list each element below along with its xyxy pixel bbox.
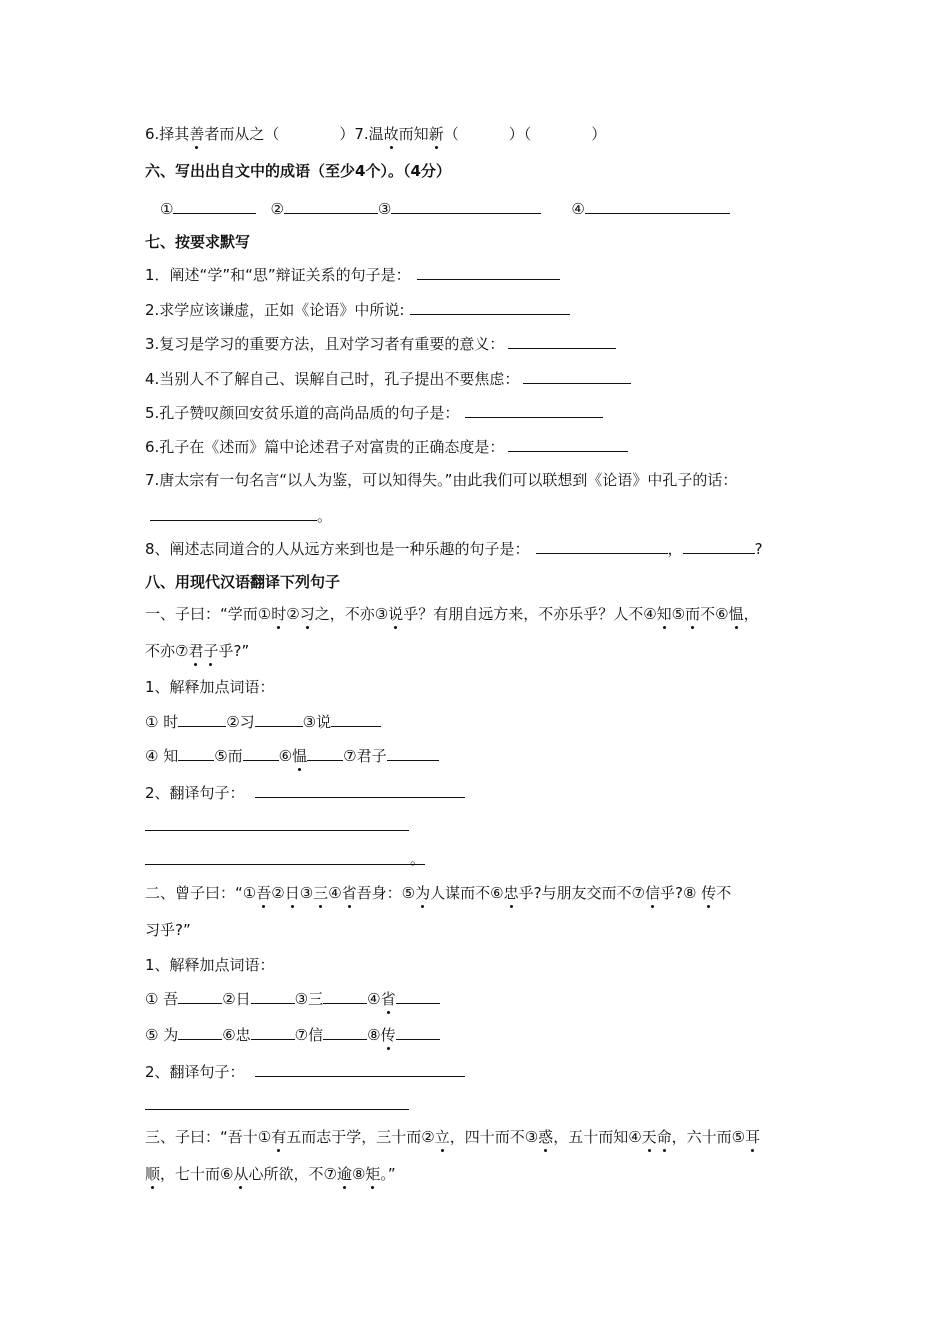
p2-text: ②: [271, 884, 285, 902]
passage-3-line-1: [145, 1127, 760, 1147]
dotted-word: 有: [271, 1128, 287, 1146]
p1-explain-row-1: [145, 711, 381, 732]
translate-label: 2、翻译句子：: [145, 1063, 245, 1081]
term-blank[interactable]: [387, 745, 439, 761]
dotted-word: 省: [380, 990, 396, 1008]
passage-2-line-1: [145, 883, 731, 903]
p2-translate-row: [145, 1061, 465, 1082]
recite-q3: [145, 333, 616, 354]
recite-q3-blank[interactable]: [508, 333, 616, 349]
term: ① 时: [145, 713, 179, 731]
term: ②习: [226, 713, 255, 731]
translate-blank[interactable]: [145, 1094, 409, 1110]
term-blank[interactable]: [323, 988, 367, 1004]
recite-q7-answer: [150, 505, 332, 526]
translate-label: 2、翻译句子：: [145, 784, 245, 802]
p1-text: 之，不亦③: [314, 605, 389, 623]
recite-q2-text: 2.求学应该谦虚，正如《论语》中所说:: [145, 301, 405, 319]
term: ②日: [222, 990, 251, 1008]
idiom-blank-4[interactable]: [585, 198, 730, 214]
term: ④ 知: [145, 747, 179, 765]
comma: ，: [667, 540, 683, 558]
dotted-word: 忠: [503, 884, 519, 902]
dotted-word: 信: [645, 884, 661, 902]
p1-translate-line-2: [145, 815, 409, 836]
term: ⑧: [367, 1026, 381, 1044]
dotted-word: 为: [415, 884, 431, 902]
term-blank[interactable]: [396, 988, 440, 1004]
term: ⑦君子: [343, 747, 387, 765]
term-blank[interactable]: [243, 745, 279, 761]
section-8-title: 八、用现代汉语翻译下列句子: [145, 573, 341, 591]
p3-text: ，五十而知④: [553, 1128, 642, 1146]
term-blank[interactable]: [307, 745, 343, 761]
p1-text: 不亦⑦: [145, 642, 189, 660]
recite-q7-blank[interactable]: [150, 505, 317, 521]
translate-blank[interactable]: [145, 815, 409, 831]
p2-explain-row-1: [145, 988, 440, 1009]
p3-text: 三、子曰：“吾十①: [145, 1128, 272, 1146]
dotted-word: 惑: [538, 1128, 554, 1146]
dotted-word: 传: [380, 1026, 396, 1044]
p1-translate-row: [145, 782, 465, 803]
dotted-word: 传: [701, 884, 717, 902]
dotted-word: 习: [299, 605, 315, 623]
idiom-blank-3[interactable]: [391, 198, 541, 214]
circle-2: ②: [270, 200, 284, 218]
p3-text: ，四十而不③: [449, 1128, 539, 1146]
dotted-word: 矩: [365, 1165, 381, 1183]
p1-text: 乎?”: [218, 642, 250, 660]
translate-blank[interactable]: [145, 849, 426, 868]
recite-q6: [145, 436, 628, 457]
recite-q8: [145, 538, 763, 559]
paren-open: （: [443, 125, 459, 143]
term-blank[interactable]: [323, 1024, 367, 1040]
dotted-word: 顺: [145, 1165, 161, 1183]
term: ⑤ 为: [145, 1026, 179, 1044]
dotted-word: 立: [434, 1128, 450, 1146]
passage-2-line-2: 习乎?”: [145, 921, 191, 939]
p2-translate-line-2: [145, 1094, 409, 1115]
dotted-word: 知: [656, 605, 672, 623]
p2-text: 二、曾子曰：“①: [145, 884, 257, 902]
dotted-word: 说: [388, 605, 404, 623]
term-blank[interactable]: [178, 1024, 222, 1040]
passage-3-line-2: [145, 1164, 396, 1184]
p1-explain-row-2: [145, 745, 439, 766]
circle-1: ①: [160, 200, 174, 218]
p3-text: 。”: [380, 1165, 396, 1183]
recite-q1: [145, 264, 560, 285]
recite-q8-text: 8、阐述志同道合的人从远方来到也是一种乐趣的句子是：: [145, 540, 530, 558]
dotted-word: 子: [203, 642, 219, 660]
paren-close: ）: [591, 125, 607, 143]
section-6-title: 六、写出出自文中的成语（至少4个）。（4分）: [145, 162, 451, 180]
dotted-word: 善: [189, 125, 205, 143]
idiom-blanks-line: [160, 198, 730, 219]
recite-q5-text: 5.孔子赞叹颜回安贫乐道的高尚品质的句子是：: [145, 404, 460, 422]
term: ⑥: [278, 747, 293, 765]
paren-mid: ）（: [508, 125, 532, 143]
dotted-word: 逾: [336, 1165, 352, 1183]
q6-text: 6.择其: [145, 125, 190, 143]
recite-q5: [145, 402, 603, 423]
p1-text: 不⑥: [700, 605, 729, 623]
dotted-word: 省: [341, 884, 357, 902]
period: 。: [410, 850, 426, 868]
p1-text: 乎？有朋自远方来，不亦乐乎？人不④: [403, 605, 657, 623]
dotted-word: 三: [313, 884, 329, 902]
circle-3: ③: [377, 200, 392, 218]
recite-q4: [145, 368, 631, 389]
q7-text-2: 而知: [398, 125, 429, 143]
p2-text: ④: [328, 884, 342, 902]
p3-text: 心所欲，不⑦: [248, 1165, 337, 1183]
circle-4: ④: [571, 200, 585, 218]
question-6-7-line: [145, 124, 606, 144]
p1-text: ②: [286, 605, 300, 623]
term-blank[interactable]: [251, 988, 295, 1004]
recite-q6-blank[interactable]: [508, 436, 628, 452]
recite-q1-blank[interactable]: [417, 264, 560, 280]
dotted-word: 天: [641, 1128, 657, 1146]
p2-text: 不: [716, 884, 732, 902]
question-mark: ?: [754, 540, 763, 558]
recite-q1-text: 1．阐述“学”和“思”辩证关系的句子是：: [145, 266, 411, 284]
recite-q8-blank-1[interactable]: [536, 538, 668, 554]
recite-q3-text: 3.复习是学习的重要方法，且对学习者有重要的意义：: [145, 335, 505, 353]
term: ① 吾: [145, 990, 179, 1008]
p3-text: ，七十而⑥: [160, 1165, 234, 1183]
recite-q8-blank-2[interactable]: [683, 538, 755, 554]
term-blank[interactable]: [251, 1024, 295, 1040]
dotted-word: 从: [233, 1165, 249, 1183]
p2-explain-row-2: [145, 1024, 440, 1045]
p2-text: 乎?与朋友交而不⑦: [518, 884, 646, 902]
term: ⑥忠: [222, 1026, 251, 1044]
q7-text: ）7.温: [339, 125, 384, 143]
q6-text-2: 者而从之（: [204, 125, 280, 143]
dotted-word: 故: [383, 125, 399, 143]
dotted-word: 愠: [728, 605, 744, 623]
dotted-word: 君: [188, 642, 204, 660]
term-blank[interactable]: [178, 745, 214, 761]
idiom-blank-2[interactable]: [284, 198, 378, 214]
translate-blank[interactable]: [255, 782, 465, 798]
dotted-word: 吾: [256, 884, 272, 902]
term-blank[interactable]: [331, 711, 381, 727]
term: ⑦信: [294, 1026, 324, 1044]
p3-text: 五而志于学，三十而②: [286, 1128, 435, 1146]
dotted-word: 时: [271, 605, 287, 623]
recite-q7: 7.唐太宗有一句名言“以人为鉴，可以知得失。”由此我们可以联想到《论语》中孔子的话：: [145, 471, 738, 489]
p1-text: ⑤: [671, 605, 686, 623]
term-blank[interactable]: [255, 711, 303, 727]
p1-explain-label: 1、解释加点词语：: [145, 678, 275, 696]
dotted-word: 耳: [745, 1128, 761, 1146]
recite-q2-blank[interactable]: [410, 299, 570, 315]
p2-text: 乎?⑧: [660, 884, 702, 902]
p2-text: 吾身：⑤: [356, 884, 416, 902]
p2-text: 人谋而不⑥: [430, 884, 504, 902]
p1-text: ，: [743, 605, 759, 623]
idiom-blank-1[interactable]: [173, 198, 256, 214]
section-7-title: 七、按要求默写: [145, 233, 251, 251]
recite-q2: [145, 299, 570, 320]
term-blank[interactable]: [396, 1024, 440, 1040]
p1-text: 一、子曰：“学而①: [145, 605, 272, 623]
p3-text: ，六十而⑤: [671, 1128, 746, 1146]
translate-blank[interactable]: [255, 1061, 465, 1077]
term-blank[interactable]: [178, 988, 222, 1004]
p1-translate-line-3: [145, 849, 425, 870]
p2-text: ③: [299, 884, 314, 902]
dotted-word: 命: [656, 1128, 672, 1146]
passage-1-line-2: [145, 641, 249, 661]
term-blank[interactable]: [178, 711, 226, 727]
recite-q4-text: 4.当别人不了解自己、误解自己时，孔子提出不要焦虑：: [145, 370, 520, 388]
term: ③三: [294, 990, 324, 1008]
p2-explain-label: 1、解释加点词语：: [145, 956, 275, 974]
term: ③说: [302, 713, 332, 731]
term: ④: [367, 990, 381, 1008]
recite-q6-text: 6.孔子在《述而》篇中论述君子对富贵的正确态度是：: [145, 438, 505, 456]
recite-q5-blank[interactable]: [465, 402, 603, 418]
passage-1-line-1: [145, 604, 759, 624]
recite-q4-blank[interactable]: [523, 368, 631, 384]
dotted-word: 愠: [292, 747, 308, 765]
dotted-word: 而: [685, 605, 701, 623]
dotted-word: 新: [428, 125, 444, 143]
term: ⑤而: [214, 747, 243, 765]
dotted-word: 日: [284, 884, 300, 902]
period: 。: [317, 507, 333, 525]
p3-text: ⑧: [351, 1165, 366, 1183]
